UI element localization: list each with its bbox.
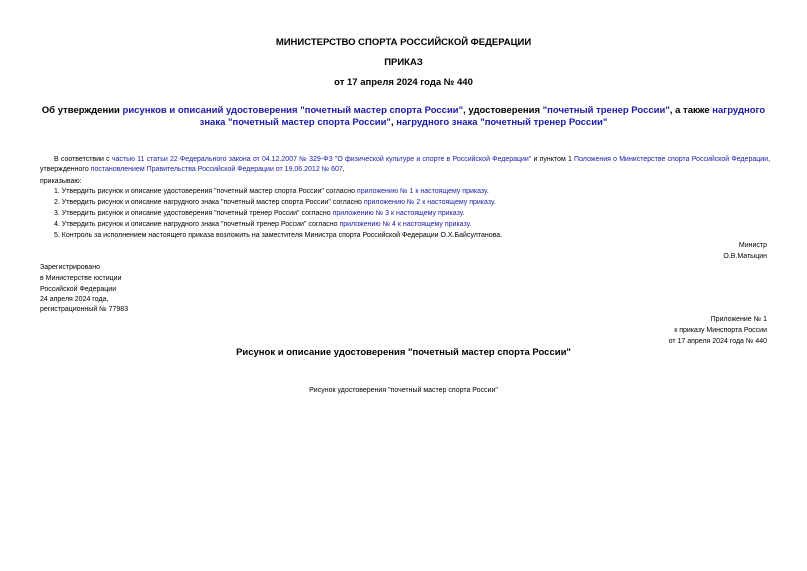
doc-type-heading: ПРИКАЗ — [384, 57, 423, 68]
registration-line: Зарегистрировано — [40, 264, 100, 271]
order-item-end: . — [462, 210, 465, 217]
title-mid2: , а также — [669, 105, 713, 116]
preamble — [40, 155, 770, 175]
signature-name: О.В.Матыцин — [723, 253, 767, 260]
appendix-label: Приложение № 1 — [710, 316, 767, 323]
order-item — [54, 231, 502, 241]
preamble-link-regulation[interactable]: Положения о Министерстве спорта Российской Федерации — [574, 156, 769, 163]
figure-caption: Рисунок удостоверения "почетный мастер спорта России" — [309, 387, 498, 394]
order-item-link[interactable]: приложению № 2 к настоящему приказу — [363, 199, 494, 206]
preamble-text-3: , утвержденного — [40, 156, 771, 173]
signature-position: Министр — [738, 242, 767, 249]
order-item-text: 3. Утвердить рисунок и описание удостоверения "почетный тренер России" согласно — [54, 210, 333, 217]
order-item-text: 1. Утвердить рисунок и описание удостоверения "почетный мастер спорта России" согласно — [54, 188, 357, 195]
order-item-link[interactable]: приложению № 1 к настоящему приказу — [356, 188, 487, 195]
order-item-text: 2. Утвердить рисунок и описание нагрудного знака "почетный мастер спорта России" согласно — [54, 199, 364, 206]
title-link-certificate-master[interactable]: рисунков и описаний удостоверения "почетный мастер спорта России" — [122, 105, 464, 116]
ministry-heading: МИНИСТЕРСТВО СПОРТА РОССИЙСКОЙ ФЕДЕРАЦИИ — [275, 37, 532, 48]
title-mid1: , удостоверения — [463, 105, 543, 116]
title-link-certificate-coach[interactable]: "почетный тренер России" — [542, 105, 670, 116]
order-item-end: . — [469, 221, 472, 228]
preamble-link-decree[interactable]: постановлением Правительства Российской Федерации от 19.06.2012 № 607 — [90, 166, 343, 173]
order-item — [54, 220, 471, 230]
title-link-badge-coach[interactable]: нагрудного знака "почетный тренер России" — [396, 117, 608, 128]
order-item — [54, 209, 464, 219]
preamble-text-4: , — [342, 166, 345, 173]
title-prefix: Об утверждении — [41, 105, 123, 116]
preamble-text-1: В соответствии с — [54, 156, 112, 163]
appendix-order: к приказу Минспорта России — [674, 327, 767, 334]
order-item-end: . — [486, 188, 489, 195]
order-item-text: 5. Контроль за исполнением настоящего приказа возложить на заместителя Министра спорта Российской Федерации О.Х.Байсултанова. — [54, 232, 503, 239]
preamble-text-2: и пунктом 1 — [531, 156, 575, 163]
registration-line: Российской Федерации — [40, 286, 117, 293]
order-item-link[interactable]: приложению № 3 к настоящему приказу — [332, 210, 463, 217]
order-item-text: 4. Утвердить рисунок и описание нагрудного знака "почетный тренер России" согласно — [54, 221, 340, 228]
registration-line: регистрационный № 77983 — [40, 306, 129, 313]
preamble-link-federal-law[interactable]: частью 11 статьи 22 Федерального закона от 04.12.2007 № 329-ФЗ "О физической культуре и спорте в Российской Федерации" — [111, 156, 532, 163]
date-number-heading: от 17 апреля 2024 года № 440 — [334, 77, 473, 88]
orders-word: приказываю: — [40, 178, 82, 185]
title-link-badge-master[interactable]: нагрудного знака "почетный мастер спорта России" — [199, 105, 766, 128]
registration-line: в Министерстве юстиции — [40, 275, 122, 282]
order-item — [54, 187, 489, 197]
order-item-end: . — [493, 199, 496, 206]
title-mid3: , — [390, 117, 397, 128]
order-item-link[interactable]: приложению № 4 к настоящему приказу — [339, 221, 470, 228]
appendix-title: Рисунок и описание удостоверения "почетный мастер спорта России" — [236, 347, 571, 358]
appendix-date: от 17 апреля 2024 года № 440 — [668, 338, 767, 345]
document-title — [40, 105, 767, 129]
order-item — [54, 198, 496, 208]
registration-line: 24 апреля 2024 года, — [40, 296, 109, 303]
